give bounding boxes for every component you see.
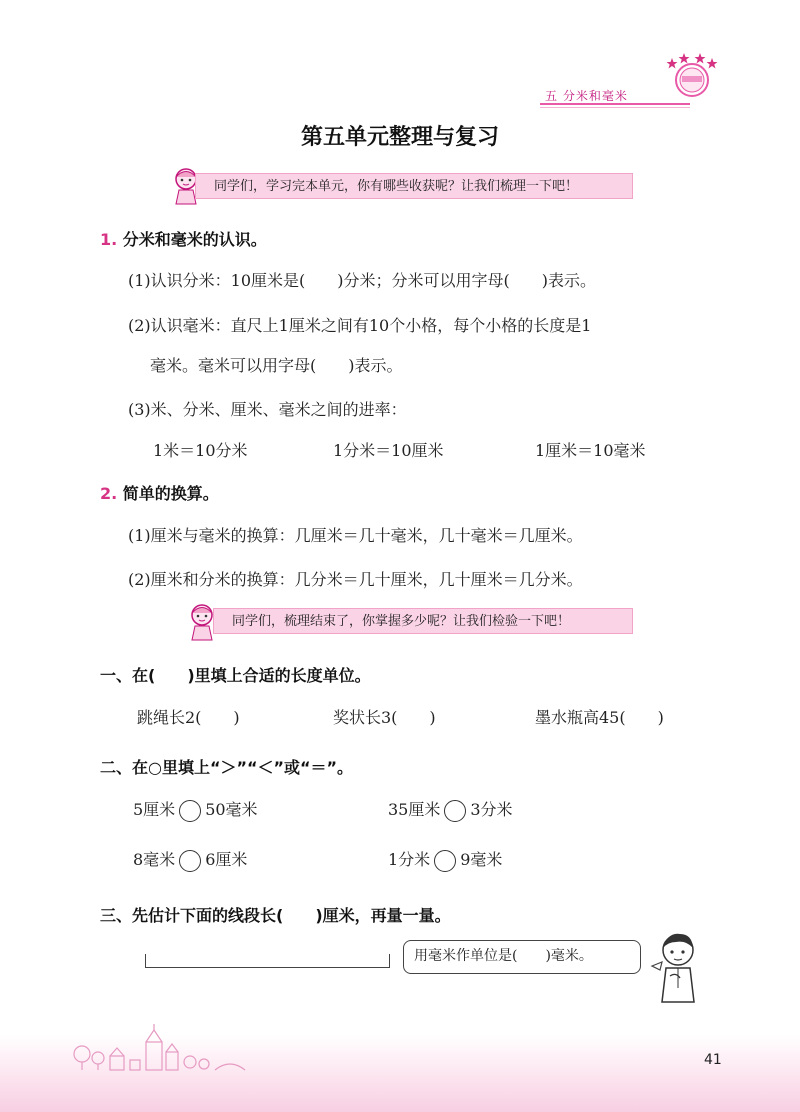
section-label: 五 分米和毫米 xyxy=(545,89,628,103)
q1-line-4: (3)米、分米、厘米、毫米之间的进率： xyxy=(128,400,407,419)
q2-number: 2. xyxy=(100,484,118,503)
intro-banner: 同学们，学习完本单元，你有哪些收获呢？让我们梳理一下吧！ xyxy=(195,173,633,199)
section-rule xyxy=(540,103,690,105)
ex2-a-right: 50毫米 xyxy=(205,800,258,819)
ex2-item-c xyxy=(133,847,247,872)
compare-circle[interactable] xyxy=(434,850,456,872)
ex2-item-d xyxy=(388,847,502,872)
segment-endpoint-left xyxy=(145,954,146,968)
ex2-d-right: 9毫米 xyxy=(460,850,503,869)
page-number: 41 xyxy=(704,1052,722,1068)
ex2-item-b xyxy=(388,797,513,822)
q2-line-2: (2)厘米和分米的换算：几分米＝几十厘米，几十厘米＝几分米。 xyxy=(128,570,583,589)
ex1-title: 一、在( )里填上合适的长度单位。 xyxy=(100,666,371,685)
q2-title: 简单的换算。 xyxy=(122,484,219,503)
compare-circle[interactable] xyxy=(444,800,466,822)
section-rule-secondary xyxy=(540,107,690,108)
rate-decimeter-centimeter: 1分米＝10厘米 xyxy=(333,441,444,460)
q1-line-2: (2)认识毫米：直尺上1厘米之间有10个小格，每个小格的长度是1 xyxy=(128,316,592,335)
page-title: 第五单元整理与复习 xyxy=(300,125,499,150)
q1-heading xyxy=(100,227,267,250)
ex2-d-left: 1分米 xyxy=(388,850,431,869)
rate-meter-decimeter: 1米＝10分米 xyxy=(153,441,248,460)
ex2-c-right: 6厘米 xyxy=(205,850,248,869)
speech-bubble: 用毫米作单位是( )毫米。 xyxy=(403,940,641,974)
q2-line-1: (1)厘米与毫米的换算：几厘米＝几十毫米，几十毫米＝几厘米。 xyxy=(128,526,583,545)
castle-decoration-icon xyxy=(70,1022,270,1072)
ex3-title: 三、先估计下面的线段长( )厘米，再量一量。 xyxy=(100,906,451,925)
compare-circle[interactable] xyxy=(179,800,201,822)
ex1-item-certificate: 奖状长3( ) xyxy=(333,708,436,727)
ex1-item-jump-rope: 跳绳长2( ) xyxy=(137,708,240,727)
q1-line-1: (1)认识分米：10厘米是( )分米；分米可以用字母( )表示。 xyxy=(128,271,596,290)
line-segment xyxy=(145,958,390,968)
ex2-b-left: 35厘米 xyxy=(388,800,441,819)
ex1-item-ink-bottle: 墨水瓶高45( ) xyxy=(535,708,664,727)
q1-line-3: 毫米。毫米可以用字母( )表示。 xyxy=(150,356,403,375)
q1-number: 1. xyxy=(100,230,118,249)
segment-endpoint-right xyxy=(389,954,390,968)
ex2-item-a xyxy=(133,797,258,822)
ex2-title: 二、在○里填上“＞”“＜”或“＝”。 xyxy=(100,758,354,777)
compare-circle[interactable] xyxy=(179,850,201,872)
q2-heading xyxy=(100,481,219,504)
practice-banner: 同学们，梳理结束了，你掌握多少呢？让我们检验一下吧！ xyxy=(213,608,633,634)
boy-mascot-icon xyxy=(650,928,700,1004)
ex2-c-left: 8毫米 xyxy=(133,850,176,869)
ex2-a-left: 5厘米 xyxy=(133,800,176,819)
q1-title: 分米和毫米的认识。 xyxy=(122,230,267,249)
emblem-badge-icon xyxy=(662,48,722,98)
ex2-b-right: 3分米 xyxy=(470,800,513,819)
rate-centimeter-millimeter: 1厘米＝10毫米 xyxy=(535,441,646,460)
